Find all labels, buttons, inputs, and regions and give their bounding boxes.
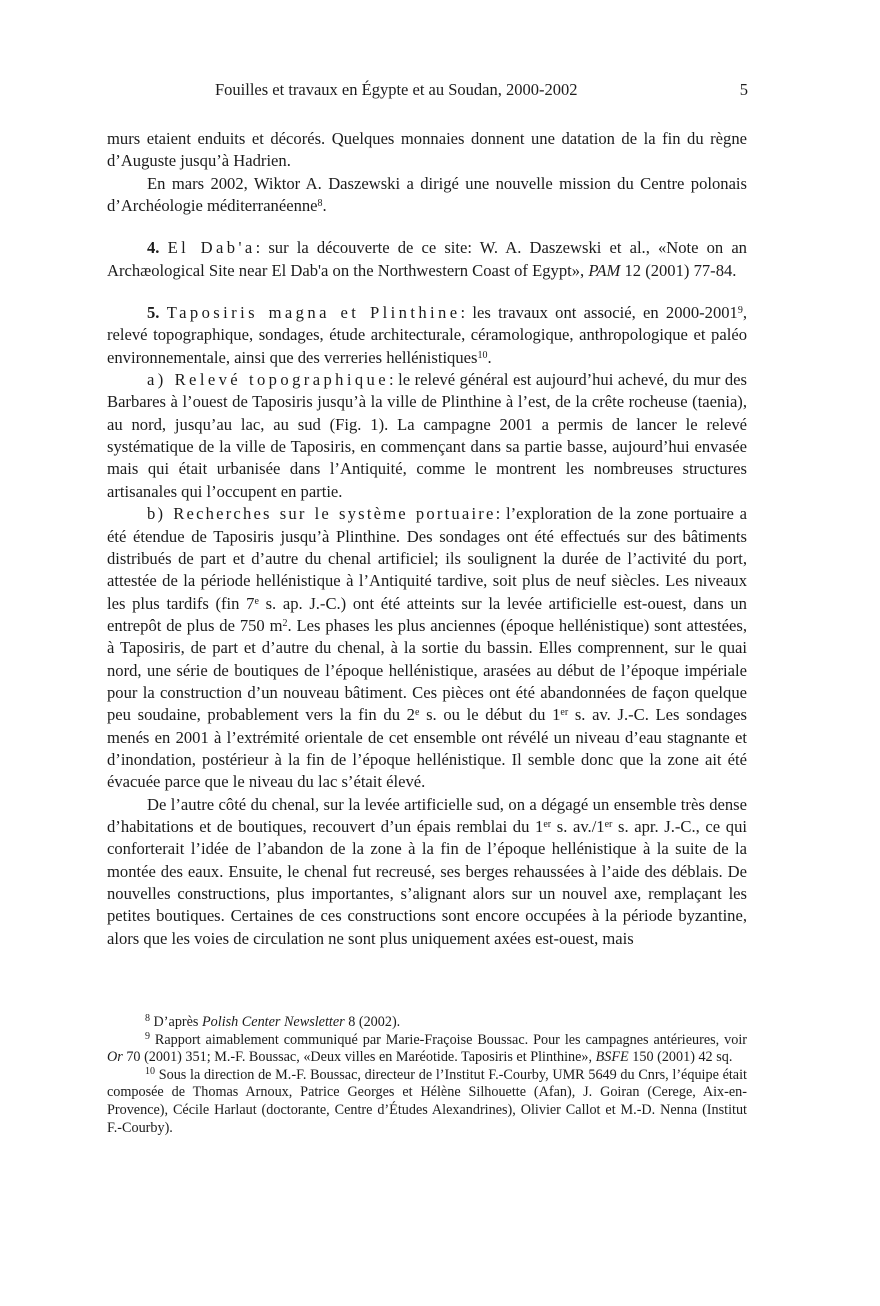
subsection-a: a) Relevé topographique: le relevé général est aujourd’hui achevé, du mur des Barbares à l’ouest de Taposiris jusqu’à la ville de Plinthine à l’est, de la crête rocheuse (taenia), au nord, jusqu’au lac, au sud (Fig. 1). La campagne 2001 a permis de lancer le relevé systématique de la ville de Taposiris, en commençant dans sa partie basse, aujourd’hui envasée mais qui était urbanisée dans l’Antiquité, comme le montrent les nombreuses structures artisanales qui l’occupent en partie. — [107, 370, 747, 501]
subsection-b: b) Recherches sur le système portuaire: l’exploration de la zone portuaire a été étendue de Taposiris jusqu’à Plinthine. Des sondages ont été effectués sur des bâtiments distribués de part et d’autre du chenal artificiel; ils soulignent la durée de l’activité du port, attestée de la période hellénistique à l’Antiquité tardive, soit plus de neuf siècles. Les niveaux les plus tardifs (fin 7e s. ap. J.-C.) ont été atteints sur la levée artificielle est-ouest, dans un entrepôt de plus de 750 $m^2$. Les phases les plus anciennes (époque hellénistique) sont attestées, à Taposiris, de part et d’autre du chenal, à la sortie du bassin. Elles comprennent, sur le quai nord, une série de boutiques de l’époque hellénistique, arasées au début de l’époque impériale pour la construction d’un nouveau bâtiment. Ces pièces ont été abandonnées de façon quelque peu soudaine, probablement vers la fin du 2e s. ou le début du 1er s. av. J.-C. Les sondages menés en 2001 à l’extrémité orientale de cet ensemble ont révélé un niveau d’eau stagnante et d’inondation, postérieur à la fin de l’époque hellénistique. Il semble donc que la zone ait été évacuée parce que le niveau du lac s’était élevé. — [107, 504, 747, 792]
paragraph: En mars 2002, Wiktor A. Daszewski a dirigé une nouvelle mission du Centre polonais d’Archéologie méditerranéenne$^8$. — [107, 173, 747, 216]
journal-title: BSFE — [595, 1049, 629, 1066]
page-number: 5 — [739, 80, 748, 99]
running-title: Fouilles et travaux en Égypte et au Soudan, 2000-2002 — [215, 80, 578, 99]
footnote-8: $^8$ D’après Polish Center Newsletter 8 (2002). — [145, 1013, 401, 1030]
journal-title: PAM — [588, 260, 621, 280]
footnote-mark: 10 — [145, 1065, 155, 1077]
section-heading: Taposiris magna et Plinthine — [166, 303, 461, 323]
section-number: 5. — [147, 303, 160, 323]
section-4: 4. El Dab'a: sur la découverte de ce site: W. A. Daszewski et al., «Note on an Archæological Site near El Dab'a on the Northwestern Coast of Egypt», PAM 12 (2001) 77-84. — [107, 238, 747, 280]
main-text — [107, 128, 747, 950]
publication-title: Polish Center Newsletter — [202, 1014, 345, 1030]
section-number: 4. — [147, 238, 160, 258]
paragraph: De l’autre côté du chenal, sur la levée artificielle sud, on a dégagé un ensemble très dense d’habitations et de boutiques, recouvert d’un épais remblai du 1er s. av./1er s. apr. J.-C., ce qui conforterait l’idée de l’abandon de la zone à la fin de l’époque hellénistique à la suite de la montée des eaux. Ensuite, le chenal fut recreusé, ses berges rehaussées à l’aide des déblais. De nouvelles constructions, plus importantes, s’alignant alors sur un nouvel axe, remplaçant les petites boutiques. Certaines de ces constructions sont encore occupées à la période byzantine, alors que les voies de circulation ne sont plus uniquement axées est-ouest, mais — [107, 794, 747, 948]
footnote-ref[interactable]: 8 — [317, 198, 323, 210]
footnotes — [107, 1014, 747, 1137]
footnote-ref[interactable]: 10 — [477, 349, 488, 361]
footnote-10: $^{10}$ Sous la direction de M.-F. Boussac, directeur de l’Institut F.-Courby, UMR 5649 du Cnrs, l’équipe était composée de Thomas Arnoux, Patrice Georges et Hélène Silhouette (Afan), J. Goiran (Cerege, Aix-en-Provence), Cécile Harlaut (doctorante, Centre d’Études Alexandrines), Olivier Callot et M.-D. Nenna (Institut F.-Courby). — [107, 1065, 747, 1136]
footnote-ref[interactable]: 9 — [737, 305, 743, 317]
subsection-heading: a) Relevé topographique — [147, 370, 390, 390]
subsection-heading: b) Recherches sur le système portuaire — [147, 504, 496, 524]
paragraph: murs etaient enduits et décorés. Quelques monnaies donnent une datation de la fin du règne d’Auguste jusqu’à Hadrien. — [107, 129, 747, 171]
section-heading: El Dab'a — [167, 238, 256, 258]
section-5: 5. Taposiris magna et Plinthine: les travaux ont associé, en 2000-2001$^9$, relevé topographique, sondages, étude architecturale, céramologique, anthropologique et paléo environnementale, ainsi que des verreries hellénistiques$^{10}$. — [107, 303, 747, 367]
journal-title: Or — [107, 1049, 123, 1066]
footnote-mark: 9 — [145, 1030, 150, 1042]
footnote-9: $^9$ Rapport aimablement communiqué par Marie-Fraçoise Boussac. Pour les campagnes antérieures, voir Or 70 (2001) 351; M.-F. Boussac, «Deux villes en Maréotide. Taposiris et Plinthine», BSFE 150 (2001) 42 sq. — [107, 1030, 747, 1066]
running-header — [215, 78, 748, 102]
footnote-mark: 8 — [145, 1013, 150, 1024]
